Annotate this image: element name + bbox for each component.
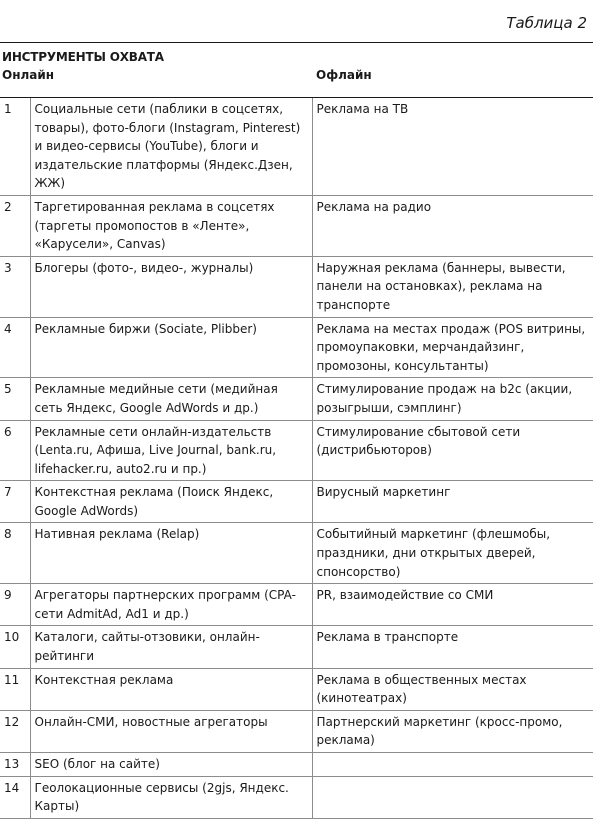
online-tool-cell: Онлайн-СМИ, новостные агрегаторы (30, 710, 312, 752)
table-row (0, 584, 593, 626)
offline-tool-cell: Реклама в общественных местах (кинотеатрах) (312, 668, 593, 710)
online-tool-cell: Блогеры (фото-, видео-, журналы) (30, 256, 312, 317)
online-tool-cell: Контекстная реклама (Поиск Яндекс, Google AdWords) (30, 481, 312, 523)
row-number: 11 (0, 668, 30, 710)
offline-tool-cell: Реклама на ТВ (312, 98, 593, 196)
online-tool-cell: Каталоги, сайты-отзовики, онлайн-рейтинги (30, 626, 312, 668)
table-row (0, 523, 593, 584)
online-tool-cell: Геолокационные сервисы (2gjs, Яндекс. Карты) (30, 776, 312, 818)
offline-tool-cell: Реклама в транспорте (312, 626, 593, 668)
online-tool-cell: Контекстная реклама (30, 668, 312, 710)
table-row (0, 626, 593, 668)
top-rule-divider (0, 42, 593, 43)
online-tool-cell: Рекламные сети онлайн-издательств (Lenta.ru, Афиша, Live Journal, bank.ru, lifehacker.ru, auto2.ru и пр.) (30, 420, 312, 481)
row-number: 13 (0, 753, 30, 777)
row-number: 4 (0, 317, 30, 378)
row-number: 9 (0, 584, 30, 626)
table-body (0, 98, 593, 819)
column-header-offline: Офлайн (316, 68, 372, 82)
table-row (0, 195, 593, 256)
table-row (0, 256, 593, 317)
offline-tool-cell: Событийный маркетинг (флешмобы, праздники, дни открытых дверей, спонсорство) (312, 523, 593, 584)
table-row (0, 317, 593, 378)
offline-tool-cell: Вирусный маркетинг (312, 481, 593, 523)
row-number: 3 (0, 256, 30, 317)
online-tool-cell: Нативная реклама (Relap) (30, 523, 312, 584)
column-header-online: Онлайн (2, 68, 55, 82)
table-row (0, 378, 593, 420)
row-number: 7 (0, 481, 30, 523)
online-tool-cell: Рекламные медийные сети (медийная сеть Яндекс, Google AdWords и др.) (30, 378, 312, 420)
offline-tool-cell: Стимулирование сбытовой сети (дистрибьюторов) (312, 420, 593, 481)
row-number: 14 (0, 776, 30, 818)
online-tool-cell: SEO (блог на сайте) (30, 753, 312, 777)
online-tool-cell: Таргетированная реклама в соцсетях (таргеты промопостов в «Ленте», «Карусели», Canvas) (30, 195, 312, 256)
offline-tool-cell: Партнерский маркетинг (кросс-промо, реклама) (312, 710, 593, 752)
offline-tool-cell (312, 776, 593, 818)
offline-tool-cell (312, 753, 593, 777)
table-row (0, 753, 593, 777)
row-number: 5 (0, 378, 30, 420)
table-title: ИНСТРУМЕНТЫ ОХВАТА (2, 50, 164, 64)
offline-tool-cell: Реклама на радио (312, 195, 593, 256)
row-number: 2 (0, 195, 30, 256)
row-number: 12 (0, 710, 30, 752)
table-row (0, 668, 593, 710)
row-number: 1 (0, 98, 30, 196)
table-row (0, 710, 593, 752)
table-caption: Таблица 2 (506, 14, 587, 32)
offline-tool-cell: Реклама на местах продаж (POS витрины, промоупаковки, мерчандайзинг, промозоны, консультанты) (312, 317, 593, 378)
online-tool-cell: Социальные сети (паблики в соцсетях, товары), фото-блоги (Instagram, Pinterest) и видео-сервисы (YouTube), блоги и издательские платформы (Яндекс.Дзен, ЖЖ) (30, 98, 312, 196)
offline-tool-cell: Наружная реклама (баннеры, вывести, панели на остановках), реклама на транспорте (312, 256, 593, 317)
online-tool-cell: Рекламные биржи (Sociate, Plibber) (30, 317, 312, 378)
row-number: 6 (0, 420, 30, 481)
table-row (0, 481, 593, 523)
tools-table (0, 97, 593, 819)
offline-tool-cell: Стимулирование продаж на b2c (акции, розыгрыши, сэмплинг) (312, 378, 593, 420)
table-row (0, 776, 593, 818)
row-number: 10 (0, 626, 30, 668)
row-number: 8 (0, 523, 30, 584)
table-row (0, 98, 593, 196)
table-row (0, 420, 593, 481)
online-tool-cell: Агрегаторы партнерских программ (CPA-сети AdmitAd, Ad1 и др.) (30, 584, 312, 626)
offline-tool-cell: PR, взаимодействие со СМИ (312, 584, 593, 626)
